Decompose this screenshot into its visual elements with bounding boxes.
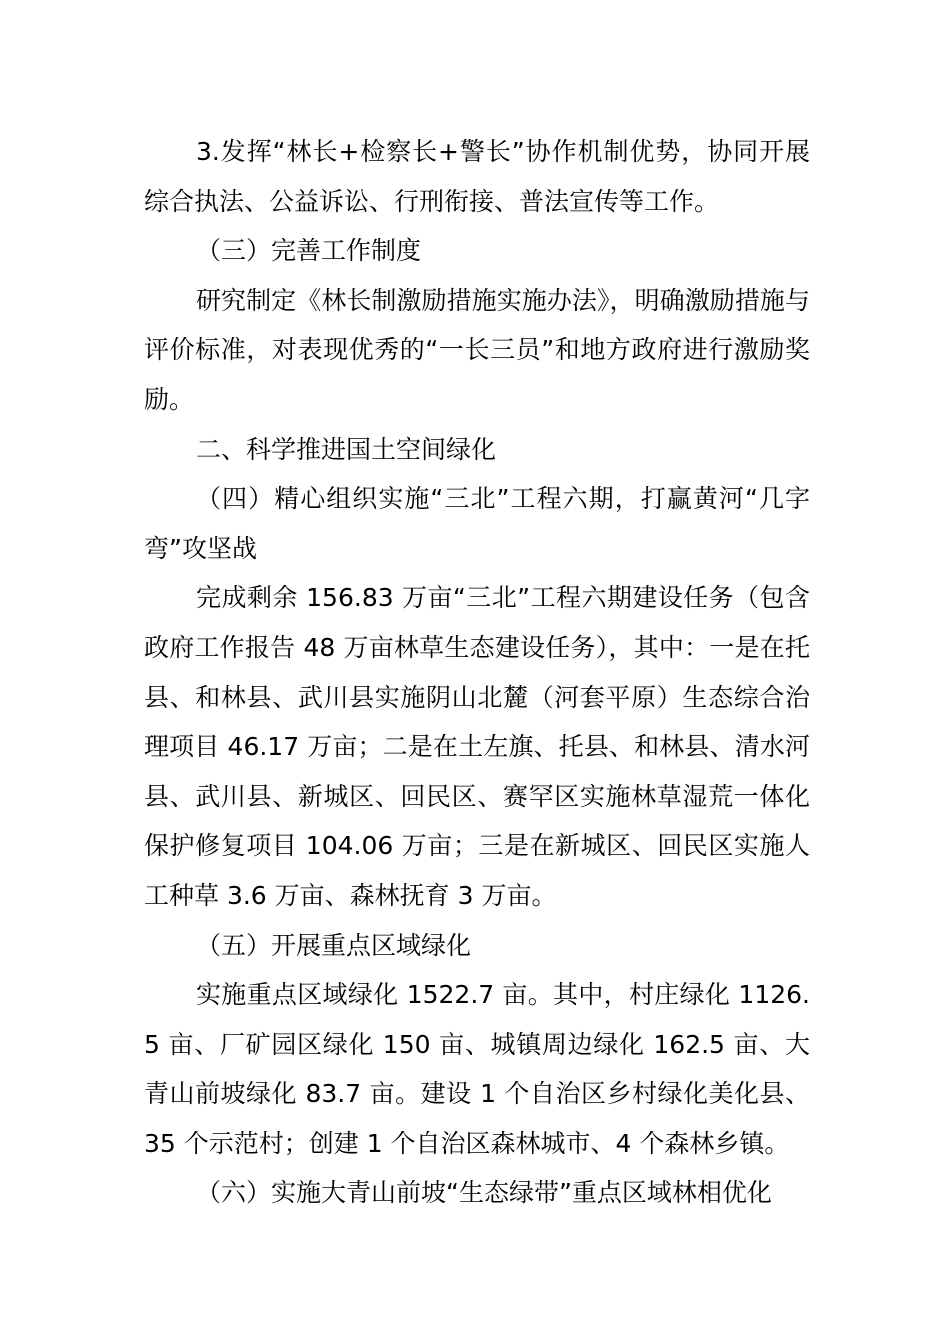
heading-key-area-greening: （五）开展重点区域绿化 bbox=[196, 930, 472, 960]
heading-improve-work-system: （三）完善工作制度 bbox=[196, 236, 422, 266]
paragraph-three-north-tasks: 完成剩余 156.83 万亩“三北”工程六期建设任务（包含政府工作报告 48 万亩林草生态建设任务），其中：一是在托县、和林县、武川县实施阴山北麓（河套平原）生态综合治理项目 46.17 万亩；二是在土左旗、托县、和林县、清水河县、武川县、新城区、回民区、赛罕区实施林草湿荒一体化保护修复项目 104.06 万亩；三是在新城区、回民区实施人工种草 3.6 万亩、森林抚育 3 万亩。 bbox=[144, 583, 810, 910]
paragraph-key-area-greening: 实施重点区域绿化 1522.7 亩。其中，村庄绿化 1126.5 亩、厂矿园区绿化 150 亩、城镇周边绿化 162.5 亩、大青山前坡绿化 83.7 亩。建设 1 个自治区乡村绿化美化县、35 个示范村；创建 1 个自治区森林城市、4 个森林乡镇。 bbox=[144, 980, 810, 1158]
heading-land-space-greening: 二、科学推进国土空间绿化 bbox=[196, 434, 497, 464]
heading-three-north-project: （四）精心组织实施“三北”工程六期，打赢黄河“几字弯”攻坚战 bbox=[144, 484, 810, 563]
paragraph-cooperation-mechanism: 3.发挥“林长+检察长+警长”协作机制优势，协同开展综合执法、公益诉讼、行刑衔接、普法宣传等工作。 bbox=[144, 137, 810, 216]
document-body bbox=[144, 127, 810, 1218]
paragraph-incentive-measures: 研究制定《林长制激励措施实施办法》，明确激励措施与评价标准，对表现优秀的“一长三员”和地方政府进行激励奖励。 bbox=[144, 285, 810, 414]
heading-daqingshan-ecological-belt: （六）实施大青山前坡“生态绿带”重点区域林相优化 bbox=[196, 1178, 772, 1208]
